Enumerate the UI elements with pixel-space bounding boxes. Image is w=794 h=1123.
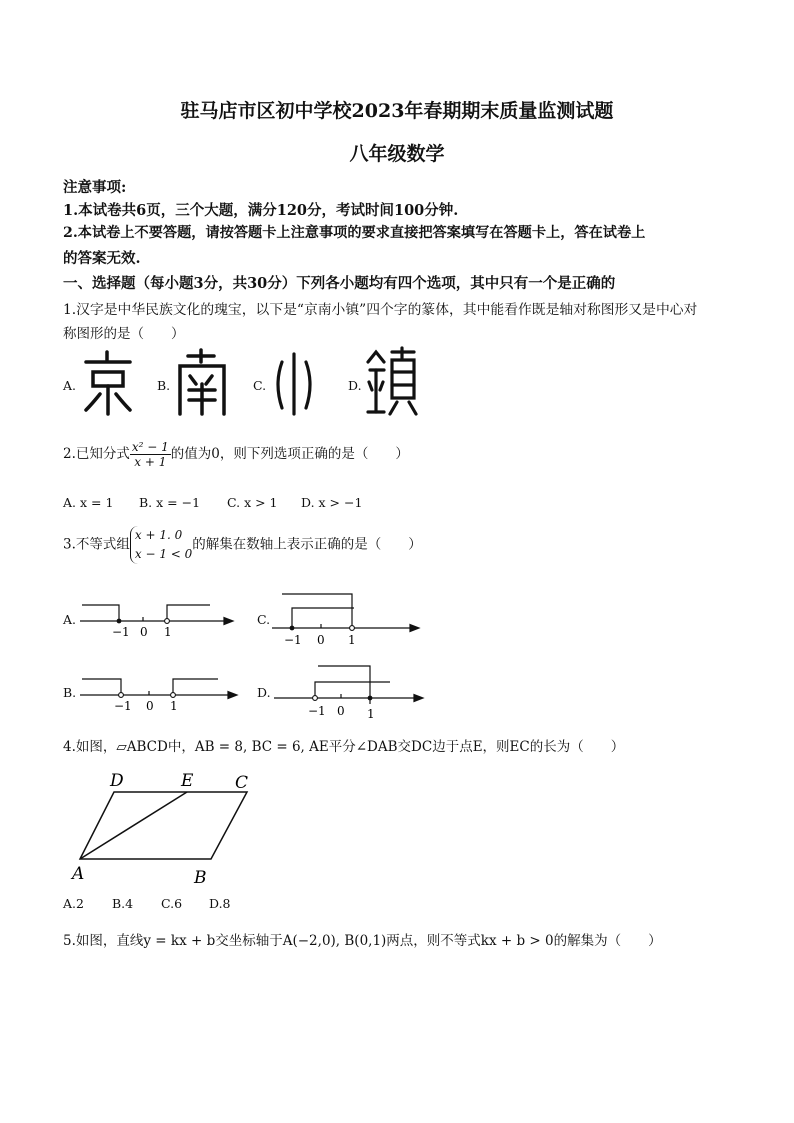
- q3-stem: [63, 526, 422, 564]
- q4-option-a: A.2: [63, 896, 84, 911]
- q4-stem: 4.如图，▱ABCD中，AB = 8, BC = 6, AE平分∠DAB交DC边于点E，则EC的长为（ ）: [63, 739, 625, 755]
- q4-parallelogram-figure: [70, 766, 260, 890]
- seal-char-nan-icon: [172, 346, 232, 418]
- vertex-label-c: C: [235, 773, 249, 793]
- notes-heading: 注意事项:: [63, 179, 127, 196]
- q1-option-d-label: D.: [348, 378, 362, 393]
- vertex-label-d: D: [110, 771, 124, 791]
- q2-stem-suffix: 的值为0，则下列选项正确的是（ ）: [170, 446, 409, 462]
- q2-option-d: D. x > −1: [301, 495, 363, 510]
- q2-fraction: [130, 440, 171, 469]
- tick-0: 0: [146, 699, 154, 713]
- vertex-label-e: E: [181, 771, 194, 791]
- q2-option-c: C. x > 1: [227, 495, 278, 510]
- q3-option-a-label: A.: [63, 612, 77, 627]
- tick-1: 1: [170, 699, 178, 713]
- exam-title: 驻马店市区初中学校2023年春期期末质量监测试题: [180, 100, 614, 122]
- seal-char-zhen-icon: [364, 346, 420, 420]
- q3-number-line-a: [78, 598, 238, 640]
- q1-option-b-label: B.: [157, 378, 171, 393]
- tick-0: 0: [337, 704, 345, 718]
- q3-stem-prefix: 3.不等式组: [63, 536, 130, 553]
- q2-fraction-numerator: x² − 1: [131, 440, 169, 454]
- q3-inequality-2: x − 1 < 0: [134, 547, 193, 561]
- vertex-label-a: A: [72, 864, 85, 884]
- vertex-label-b: B: [194, 868, 207, 888]
- q3-inequality-system: [130, 526, 192, 564]
- exam-subtitle: 八年级数学: [349, 143, 445, 165]
- notes-line-2b: 的答案无效.: [63, 250, 141, 267]
- q3-inequality-1: x + 1. 0: [134, 528, 183, 542]
- tick-0: 0: [317, 633, 325, 647]
- tick-minus1: −1: [284, 633, 302, 647]
- q2-stem: [63, 440, 409, 469]
- section-1-heading: 一、选择题（每小题3分，共30分）下列各小题均有四个选项，其中只有一个是正确的: [63, 275, 616, 292]
- q1-stem-line-2: 称图形的是（ ）: [63, 326, 185, 342]
- tick-0: 0: [140, 625, 148, 639]
- q3-stem-suffix: 的解集在数轴上表示正确的是（ ）: [192, 536, 422, 553]
- tick-minus1: −1: [112, 625, 130, 639]
- q3-number-line-c: [270, 590, 430, 648]
- notes-line-1: 1.本试卷共6页，三个大题，满分120分，考试时间100分钟.: [63, 202, 459, 219]
- q3-number-line-d: [272, 660, 432, 722]
- q4-option-b: B.4: [112, 896, 134, 911]
- q2-option-b: B. x = −1: [139, 495, 201, 510]
- q2-stem-prefix: 2.已知分式: [63, 446, 130, 462]
- seal-char-xiao-icon: [270, 348, 320, 420]
- tick-1: 1: [367, 707, 375, 721]
- q4-option-c: C.6: [161, 896, 183, 911]
- q1-option-c-label: C.: [253, 378, 267, 393]
- tick-minus1: −1: [308, 704, 326, 718]
- q1-stem-line-1: 1.汉字是中华民族文化的瑰宝，以下是“京南小镇”四个字的篆体，其中能看作既是轴对称图形又是中心对: [63, 302, 698, 318]
- q4-option-d: D.8: [209, 896, 231, 911]
- notes-line-2a: 2.本试卷上不要答题，请按答题卡上注意事项的要求直接把答案填写在答题卡上，答在试卷上: [63, 225, 646, 241]
- seal-char-jing-icon: [80, 348, 140, 420]
- q3-option-d-label: D.: [257, 685, 271, 700]
- q1-option-a-label: A.: [63, 378, 77, 393]
- tick-minus1: −1: [114, 699, 132, 713]
- q3-option-c-label: C.: [257, 612, 271, 627]
- q3-option-b-label: B.: [63, 685, 77, 700]
- q2-option-a: A. x = 1: [63, 495, 114, 510]
- tick-1: 1: [348, 633, 356, 647]
- tick-1: 1: [164, 625, 172, 639]
- q5-stem: 5.如图，直线y = kx + b交坐标轴于A(−2,0), B(0,1)两点，则不等式kx + b > 0的解集为（ ）: [63, 933, 662, 949]
- q2-fraction-denominator: x + 1: [134, 455, 167, 469]
- q3-number-line-b: [78, 672, 248, 714]
